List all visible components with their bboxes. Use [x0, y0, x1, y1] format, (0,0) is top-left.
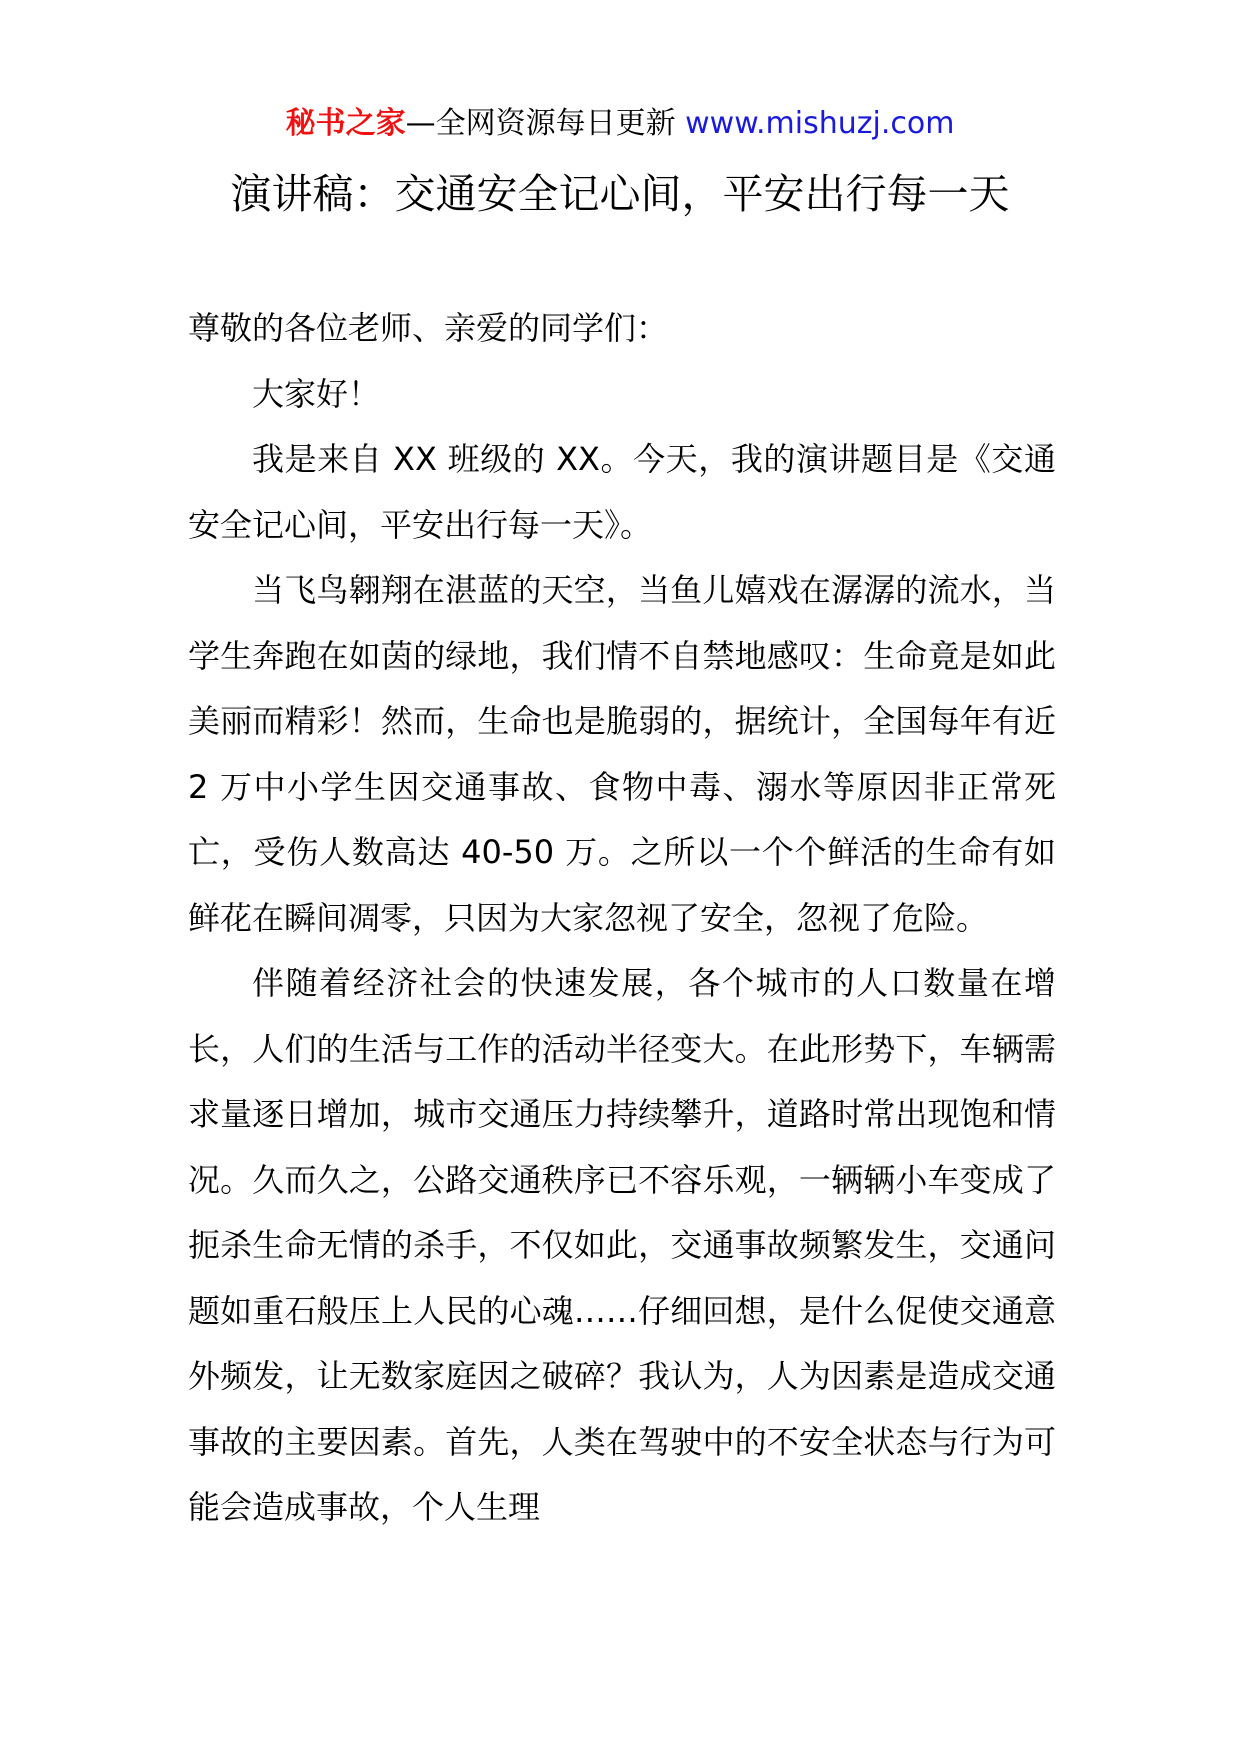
brand-name: 秘书之家: [285, 106, 406, 141]
site-header: [0, 102, 1240, 146]
salutation: 尊敬的各位老师、亲爱的同学们：: [188, 309, 669, 347]
paragraph-greeting: 大家好！: [252, 374, 381, 413]
document-title: 演讲稿：交通安全记心间，平安出行每一天: [230, 170, 1010, 218]
paragraph-life-fragility: 当飞鸟翱翔在湛蓝的天空，当鱼儿嬉戏在潺潺的流水，当学生奔跑在如茵的绿地，我们情不自禁地感叹：生命竟是如此美丽而精彩！然而，生命也是脆弱的，据统计，全国每年有近 2 万中小学生因交通事故、食物中毒、溺水等原因非正常死亡，受伤人数高达 40-50 万。之所以一个个鲜活的生命有如鲜花在瞬间凋零，只因为大家忽视了安全，忽视了危险。: [188, 571, 1056, 937]
document-body: [188, 296, 1056, 1541]
paragraph-traffic-development: 伴随着经济社会的快速发展，各个城市的人口数量在增长，人们的生活与工作的活动半径变大。在此形势下，车辆需求量逐日增加，城市交通压力持续攀升，道路时常出现饱和情况。久而久之，公路交通秩序已不容乐观，一辆辆小车变成了扼杀生命无情的杀手，不仅如此，交通事故频繁发生，交通问题如重石般压上人民的心魂……仔细回想，是什么促使交通意外频发，让无数家庭因之破碎？我认为，人为因素是造成交通事故的主要因素。首先，人类在驾驶中的不安全状态与行为可能会造成事故，个人生理: [188, 964, 1056, 1526]
paragraph-introduction: 我是来自 XX 班级的 XX。今天，我的演讲题目是《交通安全记心间，平安出行每一天》。: [188, 440, 1056, 544]
site-url-link[interactable]: www.mishuzj.com: [685, 106, 955, 141]
site-tagline: —全网资源每日更新: [405, 106, 686, 141]
